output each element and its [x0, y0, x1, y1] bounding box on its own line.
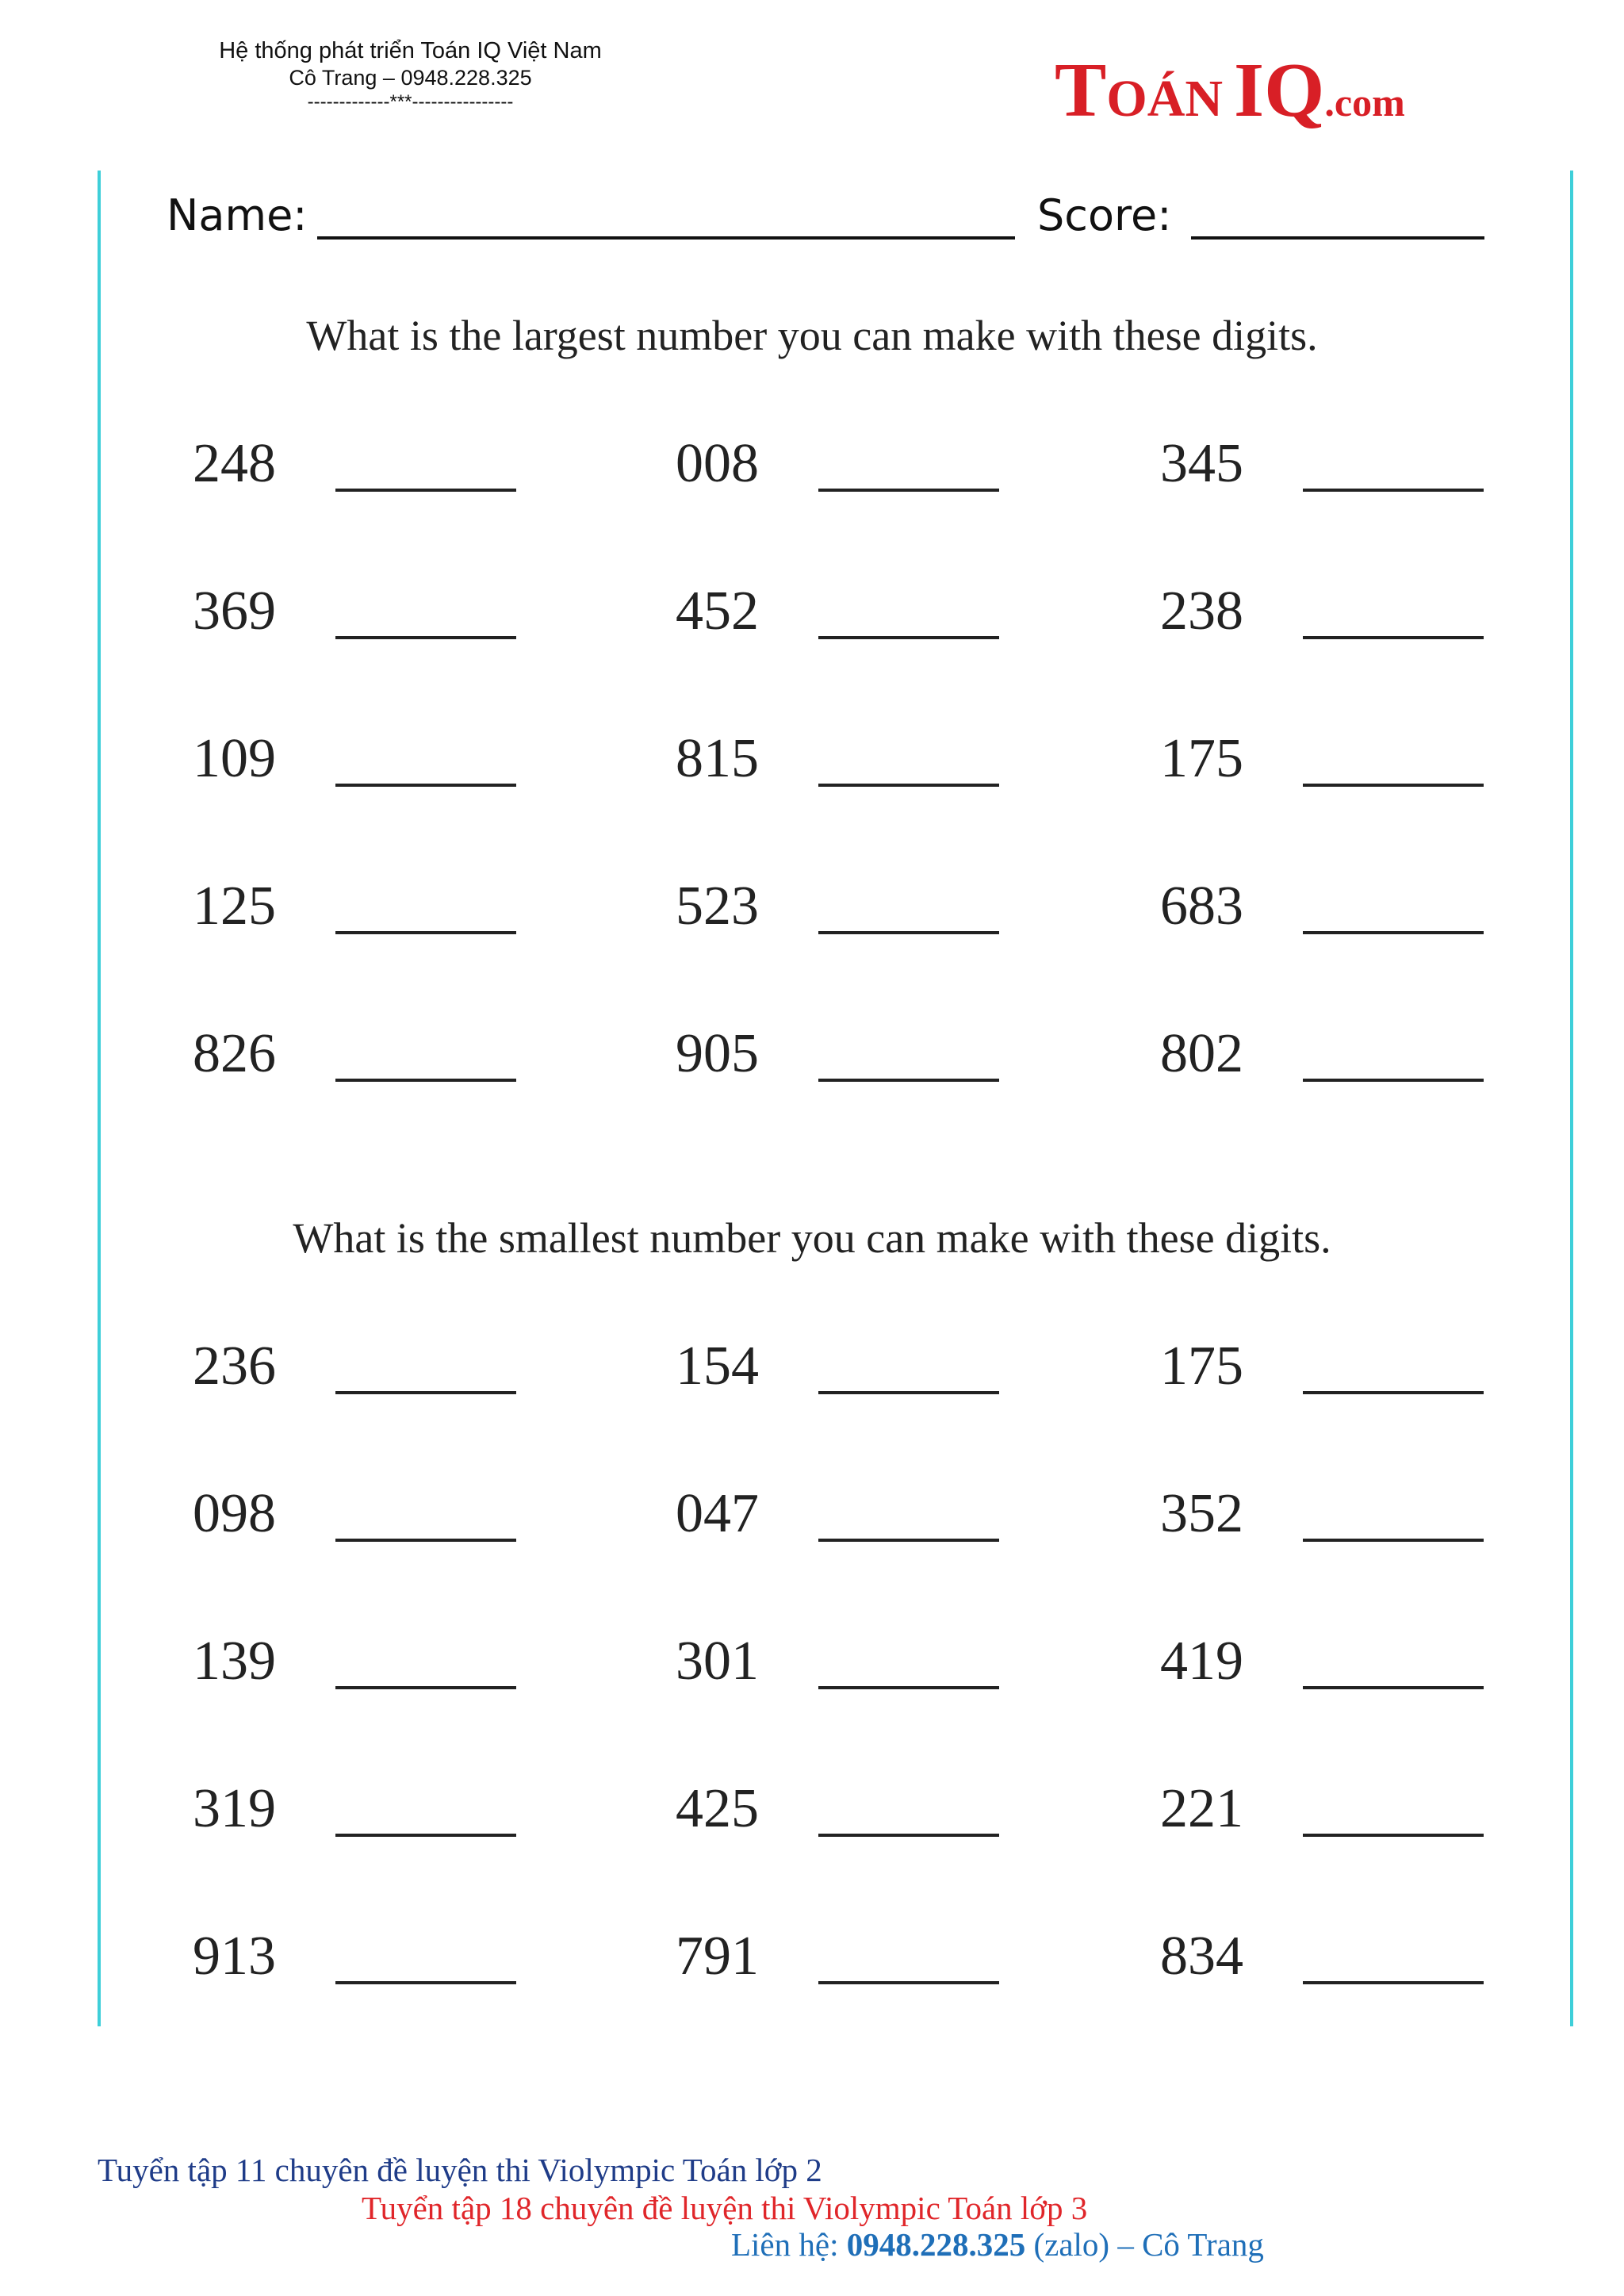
score-blank[interactable]: [1191, 236, 1484, 240]
org-name: Hệ thống phát triển Toán IQ Việt Nam: [219, 38, 602, 63]
digit-number: 098: [193, 1483, 276, 1544]
digit-number: 905: [676, 1023, 759, 1084]
answer-blank[interactable]: [1303, 784, 1484, 787]
contact-phone: 0948.228.325: [846, 2226, 1026, 2263]
brand-com: .com: [1324, 80, 1405, 125]
answer-blank[interactable]: [335, 784, 516, 787]
digit-number: 802: [1160, 1023, 1243, 1084]
answer-blank[interactable]: [818, 1539, 999, 1542]
answer-blank[interactable]: [1303, 1981, 1484, 1984]
answer-blank[interactable]: [335, 1981, 516, 1984]
contact-line: Cô Trang – 0948.228.325: [289, 66, 532, 90]
contact-prefix: Liên hệ:: [731, 2226, 847, 2263]
header-divider: -------------***----------------: [307, 91, 514, 113]
digit-number: 221: [1160, 1778, 1243, 1839]
answer-blank[interactable]: [335, 1391, 516, 1394]
answer-blank[interactable]: [335, 931, 516, 934]
answer-blank[interactable]: [818, 636, 999, 639]
answer-blank[interactable]: [335, 636, 516, 639]
digit-number: 913: [193, 1926, 276, 1987]
digit-number: 319: [193, 1778, 276, 1839]
answer-blank[interactable]: [818, 784, 999, 787]
smallest-row: [0, 1925, 1624, 2004]
name-label: Name:: [167, 190, 308, 240]
digit-number: 815: [676, 728, 759, 789]
answer-blank[interactable]: [818, 931, 999, 934]
answer-blank[interactable]: [1303, 636, 1484, 639]
answer-blank[interactable]: [1303, 1834, 1484, 1837]
smallest-row: [0, 1482, 1624, 1562]
digit-number: 683: [1160, 876, 1243, 937]
brand-oan: OÁN: [1106, 70, 1224, 128]
digit-number: 834: [1160, 1926, 1243, 1987]
digit-number: 125: [193, 876, 276, 937]
brand-t: T: [1055, 48, 1107, 133]
answer-blank[interactable]: [818, 1834, 999, 1837]
answer-blank[interactable]: [335, 1539, 516, 1542]
brand-iq: IQ: [1234, 48, 1325, 133]
digit-number: 452: [676, 581, 759, 642]
answer-blank[interactable]: [818, 1981, 999, 1984]
answer-blank[interactable]: [335, 1686, 516, 1689]
digit-number: 791: [676, 1926, 759, 1987]
score-label: Score:: [1037, 190, 1172, 240]
digit-number: 369: [193, 581, 276, 642]
digit-number: 248: [193, 433, 276, 494]
footer-grade3-link[interactable]: Tuyển tập 18 chuyên đề luyện thi Violympic Toán lớp 3: [362, 2190, 1088, 2226]
digit-number: 419: [1160, 1631, 1243, 1692]
digit-number: 008: [676, 433, 759, 494]
digit-number: 109: [193, 728, 276, 789]
digit-number: 175: [1160, 1336, 1243, 1397]
answer-blank[interactable]: [335, 1079, 516, 1082]
answer-blank[interactable]: [818, 1391, 999, 1394]
digit-number: 154: [676, 1336, 759, 1397]
answer-blank[interactable]: [1303, 1539, 1484, 1542]
answer-blank[interactable]: [1303, 1079, 1484, 1082]
contact-suffix: (zalo) – Cô Trang: [1025, 2226, 1264, 2263]
footer-contact: [731, 2225, 1264, 2263]
smallest-row: [0, 1777, 1624, 1857]
answer-blank[interactable]: [1303, 489, 1484, 492]
largest-row: [0, 432, 1624, 512]
brand-logo: [1055, 46, 1405, 133]
digit-number: 826: [193, 1023, 276, 1084]
largest-row: [0, 1022, 1624, 1102]
digit-number: 523: [676, 876, 759, 937]
answer-blank[interactable]: [335, 1834, 516, 1837]
largest-row: [0, 875, 1624, 954]
answer-blank[interactable]: [1303, 1391, 1484, 1394]
digit-number: 175: [1160, 728, 1243, 789]
answer-blank[interactable]: [1303, 931, 1484, 934]
digit-number: 047: [676, 1483, 759, 1544]
answer-blank[interactable]: [818, 1079, 999, 1082]
digit-number: 139: [193, 1631, 276, 1692]
smallest-row: [0, 1335, 1624, 1414]
name-blank[interactable]: [317, 236, 1015, 240]
digit-number: 236: [193, 1336, 276, 1397]
smallest-section-title: What is the smallest number you can make with these digits.: [293, 1214, 1331, 1262]
digit-number: 425: [676, 1778, 759, 1839]
smallest-row: [0, 1630, 1624, 1709]
answer-blank[interactable]: [818, 489, 999, 492]
answer-blank[interactable]: [335, 489, 516, 492]
digit-number: 301: [676, 1631, 759, 1692]
answer-blank[interactable]: [1303, 1686, 1484, 1689]
largest-row: [0, 727, 1624, 807]
largest-section-title: What is the largest number you can make with these digits.: [306, 312, 1318, 359]
footer-grade2-link[interactable]: Tuyển tập 11 chuyên đề luyện thi Violympic Toán lớp 2: [98, 2152, 822, 2188]
digit-number: 345: [1160, 433, 1243, 494]
digit-number: 238: [1160, 581, 1243, 642]
header-info: [119, 36, 702, 114]
name-score-row: [167, 190, 1483, 254]
digit-number: 352: [1160, 1483, 1243, 1544]
answer-blank[interactable]: [818, 1686, 999, 1689]
largest-row: [0, 580, 1624, 659]
